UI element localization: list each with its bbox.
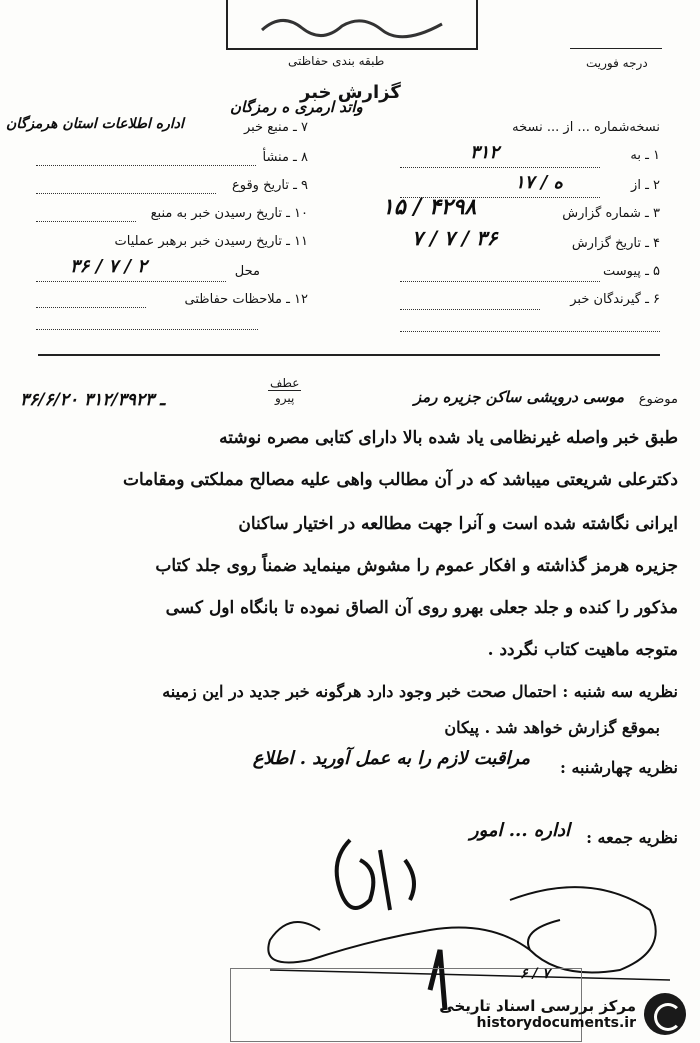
body-line-2: دکترعلی شریعتی میباشد که در آن مطالب واهی علیه مصالح مملکتی ومقامات <box>123 470 678 490</box>
field-from: ۲ ـ از <box>631 178 660 193</box>
priority-label: درجه فوریت <box>586 56 648 70</box>
subject-text: موسی درویشی ساکن جزیره رمز <box>413 388 624 406</box>
field-source-receipt-date: ۱۰ ـ تاریخ رسیدن خبر به منبع <box>150 206 308 221</box>
field-security-line <box>36 306 146 308</box>
opinion-friday-label: نظریه جمعه : <box>586 828 678 847</box>
field-to-value: ۳۱۲ <box>470 142 500 163</box>
field-to: ۱ ـ به <box>630 148 660 163</box>
body-line-4: جزیره هرمز گذاشته و افکار عموم را مشوش مینماید ضمناً روی جلد کتاب <box>155 556 678 576</box>
field-source-receipt-line <box>36 220 136 222</box>
field-recipients-line <box>400 308 540 310</box>
opinion-wednesday-label: نظریه چهارشنبه : <box>560 758 678 777</box>
field-source-value: اداره اطلاعات استان هرمزگان <box>6 116 184 132</box>
stamp-scribble <box>252 6 452 42</box>
field-origin: ۸ ـ منشأ <box>262 150 308 165</box>
field-recipients: ۶ ـ گیرندگان خبر <box>570 292 660 307</box>
ref-numbers: ۳۶/۶/۲۰ ـ ۳۱۲/۳۹۲۳ <box>20 390 166 410</box>
field-report-number-value: ۱۵ / ۴۲۹۸ <box>382 194 477 220</box>
watermark-logo-icon <box>644 993 686 1035</box>
body-line-5: مذکور را کنده و جلد جعلی بهرو روی آن الصاق نموده تا بانگاه اول کسی <box>165 598 678 618</box>
classification-label: طبقه بندی حفاظتی <box>288 54 385 68</box>
priority-line <box>570 48 662 49</box>
field-security-notes: ۱۲ ـ ملاحظات حفاظتی <box>184 292 308 307</box>
field-recipients-line-2 <box>400 330 660 332</box>
body-line-3: ایرانی نگاشته شده است و آنرا جهت مطالعه در اختیار ساکنان <box>238 514 678 534</box>
field-report-date-value: ۷ / ۷ / ۳۶ <box>412 226 498 250</box>
field-report-number: ۳ ـ شماره گزارش <box>562 206 660 221</box>
opinion-tuesday: نظریه سه شنبه : احتمال صحت خبر وجود دارد هرگونه خبر جدید در این زمینه <box>162 682 678 701</box>
field-from-value: ۱۷ / ه <box>515 172 563 193</box>
field-attachment-line <box>400 280 600 282</box>
field-source: ۷ ـ منبع خبر <box>243 120 308 135</box>
handwritten-unit: واتد ارمری ه رمزگان <box>230 98 363 116</box>
field-copy-number: نسخه‌شماره ... از ... نسخه <box>512 120 660 135</box>
opinion-wednesday-text: مراقبت لازم را به عمل آورید . اطلاع <box>252 748 530 769</box>
field-report-date: ۴ ـ تاریخ گزارش <box>571 236 660 251</box>
body-line-1: طبق خبر واصله غیرنظامی یاد شده بالا دارای کتابی مصره نوشته <box>219 428 678 448</box>
section-divider <box>38 354 660 356</box>
classification-stamp <box>226 0 478 50</box>
field-operations-receipt-date: ۱۱ ـ تاریخ رسیدن خبر برهبر عملیات <box>114 234 308 249</box>
watermark <box>439 993 686 1035</box>
field-place: محل <box>234 264 260 279</box>
field-occurrence-line <box>36 192 216 194</box>
field-to-line <box>400 166 600 168</box>
body-line-6: متوجه ماهیت کتاب نگردد . <box>487 640 678 660</box>
field-place-line <box>36 280 226 282</box>
subject-label: موضوع <box>638 392 678 407</box>
field-occurrence-date: ۹ ـ تاریخ وقوع <box>231 178 308 193</box>
bottom-note: ۶ / ۷ <box>520 966 550 982</box>
opinion-tuesday-cont: بموقع گزارش خواهد شد . پیکان <box>444 718 660 737</box>
field-origin-line <box>36 164 256 166</box>
report-title: گزارش خبر <box>300 82 401 103</box>
field-attachment: ۵ ـ پیوست <box>603 264 660 279</box>
field-security-line-2 <box>36 328 258 330</box>
watermark-fa: مرکز بررسی اسناد تاریخی <box>439 997 636 1015</box>
field-place-value: ۳۶ / ۷ / ۲ <box>70 256 147 277</box>
watermark-en: historydocuments.ir <box>476 1015 636 1031</box>
opinion-friday-text: اداره ... امور <box>469 820 570 841</box>
ref-fraction: عطف پیرو <box>270 376 300 405</box>
